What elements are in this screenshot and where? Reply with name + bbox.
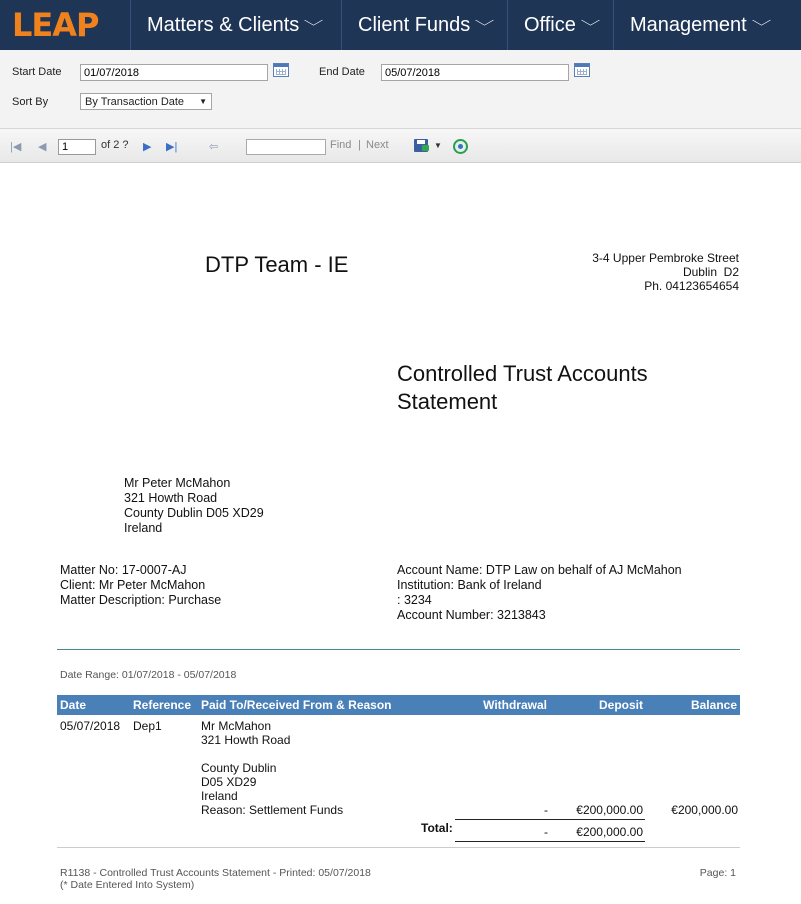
account-name: Account Name: DTP Law on behalf of AJ McMahon: [397, 563, 682, 577]
sort-by-label: Sort By: [12, 96, 49, 108]
report-title: [397, 360, 648, 416]
report-filters: [0, 50, 801, 128]
payee-line: Mr McMahon: [201, 719, 272, 733]
nav-management[interactable]: [614, 0, 801, 50]
column-header-withdrawal: Withdrawal: [483, 698, 547, 712]
date-range: Date Range: 01/07/2018 - 05/07/2018: [60, 669, 237, 681]
row-payee-reason: [201, 719, 343, 817]
refresh-icon[interactable]: [453, 139, 468, 154]
row-date: 05/07/2018: [60, 719, 121, 733]
report-page: [0, 163, 801, 904]
row-withdrawal: -: [544, 803, 548, 817]
end-date-input[interactable]: [381, 64, 569, 81]
section-divider: [57, 649, 740, 650]
leap-logo[interactable]: LEAP: [0, 0, 131, 50]
footer-line: R1138 - Controlled Trust Accounts Statement - Printed: 05/07/2018: [60, 867, 371, 879]
chevron-down-icon: ﹀: [475, 18, 495, 34]
firm-address-line: Ph. 04123654654: [644, 279, 739, 293]
account-bsb: : 3234: [397, 593, 432, 607]
nav-item-label: Client Funds: [358, 13, 471, 36]
nav-office[interactable]: [508, 0, 614, 50]
page-number-input[interactable]: [58, 139, 96, 155]
next-page-icon[interactable]: ▶: [143, 141, 152, 153]
footer-divider: [57, 847, 740, 848]
payee-line: [201, 747, 343, 761]
firm-name: DTP Team - IE: [205, 252, 349, 277]
firm-address-line: Dublin D2: [682, 265, 739, 279]
report-footer: [60, 867, 371, 891]
account-number: Account Number: 3213843: [397, 608, 546, 622]
report-title-line: Controlled Trust Accounts: [397, 361, 648, 386]
row-balance: €200,000.00: [671, 803, 738, 817]
page-count: of 2 ?: [101, 139, 129, 151]
matter-client: Client: Mr Peter McMahon: [60, 578, 206, 592]
column-header-payee: Paid To/Received From & Reason: [201, 698, 392, 712]
toolbar-separator: |: [358, 139, 361, 151]
page-number: Page: 1: [699, 867, 736, 879]
total-rule-bottom: [455, 841, 645, 842]
total-deposit: €200,000.00: [576, 825, 643, 839]
table-header: [57, 695, 740, 715]
client-address-line: County Dublin D05 XD29: [124, 506, 264, 520]
chevron-down-icon: ﹀: [580, 18, 601, 34]
report-toolbar: [0, 128, 801, 163]
calendar-icon[interactable]: [273, 63, 289, 77]
client-address-line: Ireland: [124, 521, 163, 535]
column-header-balance: Balance: [690, 698, 737, 712]
end-date-label: End Date: [319, 66, 365, 78]
prev-page-icon[interactable]: ◀: [38, 141, 47, 153]
chevron-down-icon: ﹀: [304, 18, 324, 34]
sort-by-value: By Transaction Date: [85, 95, 185, 108]
footer-line: (* Date Entered Into System): [60, 879, 195, 891]
firm-address-line: 3-4 Upper Pembroke Street: [592, 251, 739, 265]
save-export-icon[interactable]: [414, 139, 428, 152]
nav-item-label: Management: [630, 13, 747, 36]
report-title-line: Statement: [397, 389, 498, 414]
column-header-reference: Reference: [133, 698, 192, 712]
payee-line: County Dublin: [201, 761, 277, 775]
calendar-icon[interactable]: [574, 63, 590, 77]
start-date-input[interactable]: [80, 64, 268, 81]
matter-number: Matter No: 17-0007-AJ: [60, 563, 187, 577]
matter-description: Matter Description: Purchase: [60, 593, 222, 607]
dropdown-arrow-icon: ▼: [199, 97, 207, 106]
matter-details: [60, 563, 221, 608]
find-input[interactable]: [246, 139, 326, 155]
firm-address: [592, 251, 739, 293]
chevron-down-icon: ﹀: [751, 18, 772, 34]
total-label: Total:: [421, 821, 453, 835]
account-institution: Institution: Bank of Ireland: [397, 578, 542, 592]
last-page-icon[interactable]: ▶|: [166, 141, 178, 153]
row-deposit: €200,000.00: [576, 803, 643, 817]
sort-by-select[interactable]: [80, 93, 212, 110]
total-withdrawal: -: [544, 825, 548, 839]
export-dropdown-icon[interactable]: ▼: [434, 141, 442, 150]
nav-client-funds[interactable]: [342, 0, 508, 50]
client-address-line: 321 Howth Road: [124, 491, 218, 505]
start-date-label: Start Date: [12, 66, 62, 78]
find-link[interactable]: Find: [330, 139, 352, 151]
top-nav-bar: [0, 0, 801, 50]
client-address: [124, 476, 264, 536]
back-icon[interactable]: ⇦: [209, 141, 219, 153]
nav-item-label: Matters & Clients: [147, 13, 300, 36]
account-details: [397, 563, 682, 623]
nav-item-label: Office: [524, 13, 576, 36]
payee-line: D05 XD29: [201, 775, 257, 789]
payee-line: Ireland: [201, 789, 238, 803]
payee-line: Reason: Settlement Funds: [201, 803, 344, 817]
column-header-deposit: Deposit: [598, 698, 643, 712]
next-link[interactable]: Next: [366, 139, 389, 151]
client-address-line: Mr Peter McMahon: [124, 476, 231, 490]
payee-line: 321 Howth Road: [201, 733, 291, 747]
nav-matters-clients[interactable]: [131, 0, 342, 50]
column-header-date: Date: [60, 698, 87, 712]
total-rule-top: [455, 819, 645, 820]
first-page-icon[interactable]: |◀: [10, 141, 22, 153]
row-reference: Dep1: [133, 719, 162, 733]
